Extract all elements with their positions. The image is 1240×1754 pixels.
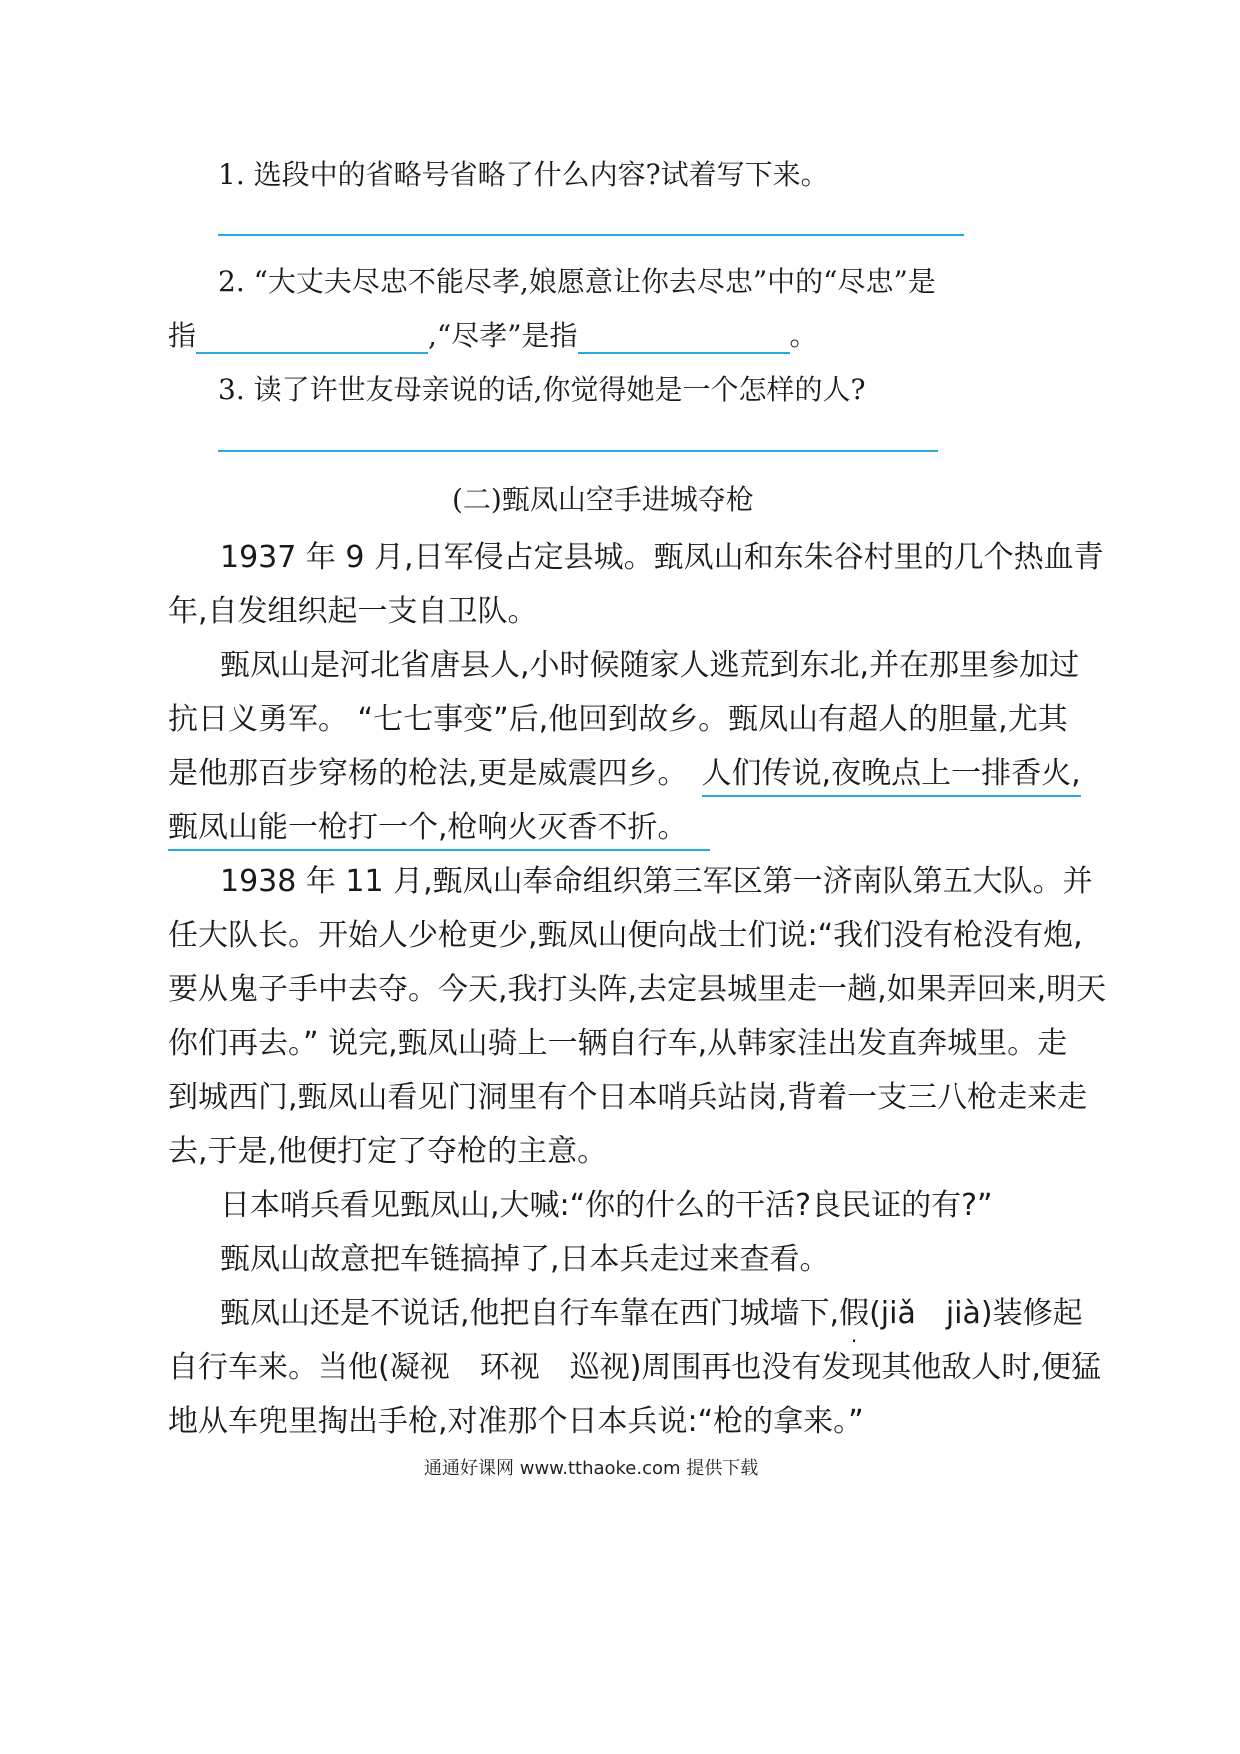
paragraph-3-line-2: 任大队长。开始人少枪更少,甄凤山便向战士们说:“我们没有枪没有炮, [168, 918, 1083, 953]
paragraph-6-line-1-start: 甄凤山还是不说话,他把自行车靠在西门城墙下, [220, 1296, 840, 1331]
paragraph-2-line-3-start: 是他那百步穿杨的枪法,更是威震四乡。 [168, 756, 688, 791]
paragraph-1-line-1: 1937 年 9 月,日军侵占定县城。甄凤山和东朱谷村里的几个热血青 [220, 540, 1104, 575]
underlined-sentence-part-1: 人们传说,夜晚点上一排香火, [702, 756, 1081, 797]
answer-blank-jinxiao[interactable] [578, 322, 790, 354]
paragraph-3-line-4: 你们再去。” 说完,甄凤山骑上一辆自行车,从韩家洼出发直奔城里。走 [168, 1026, 1068, 1061]
dotted-character-jia: 假 [839, 1296, 870, 1331]
paragraph-6-line-2: 自行车来。当他(凝视 环视 巡视)周围再也没有发现其他敌人时,便猛 [168, 1350, 1101, 1385]
paragraph-2-line-1: 甄凤山是河北省唐县人,小时候随家人逃荒到东北,并在那里参加过 [220, 648, 1080, 683]
paragraph-2-line-3 [168, 748, 1081, 792]
paragraph-1-line-2: 年,自发组织起一支自卫队。 [168, 594, 538, 629]
paragraph-2-line-2: 抗日义勇军。 “七七事变”后,他回到故乡。甄凤山有超人的胆量,尤其 [168, 702, 1068, 737]
paragraph-3-line-6: 去,于是,他便打定了夺枪的主意。 [168, 1134, 608, 1169]
pinyin-choice[interactable]: (jiǎ jià)装修起 [869, 1296, 1083, 1331]
answer-blank-jinzhong[interactable] [196, 322, 428, 354]
paragraph-3-line-3: 要从鬼子手中去夺。今天,我打头阵,去定县城里走一趟,如果弄回来,明天 [168, 972, 1107, 1007]
underlined-sentence-part-2: 甄凤山能一枪打一个,枪响火灭香不折。 [168, 810, 710, 851]
paragraph-4: 日本哨兵看见甄凤山,大喊:“你的什么的干活?良民证的有?” [220, 1188, 993, 1223]
question-2-line-1: 2. “大丈夫尽忠不能尽孝,娘愿意让你去尽忠”中的“尽忠”是 [218, 265, 936, 298]
paragraph-3-line-1: 1938 年 11 月,甄凤山奉命组织第三军区第一济南队第五大队。并 [220, 864, 1093, 899]
section-title: (二)甄凤山空手进城夺枪 [452, 483, 754, 516]
answer-line-1[interactable] [218, 234, 964, 236]
question-1: 1. 选段中的省略号省略了什么内容?试着写下来。 [218, 158, 829, 191]
answer-line-3[interactable] [218, 450, 938, 452]
question-3: 3. 读了许世友母亲说的话,你觉得她是一个怎样的人? [218, 373, 866, 406]
paragraph-2-line-4 [168, 802, 710, 846]
question-2-line-2 [168, 314, 818, 354]
paragraph-3-line-5: 到城西门,甄凤山看见门洞里有个日本哨兵站岗,背着一支三八枪走来走 [168, 1080, 1088, 1115]
paragraph-6-line-1 [220, 1288, 1083, 1332]
q2-prefix: 指 [168, 319, 197, 352]
q2-mid: ,“尽孝”是指 [428, 319, 578, 352]
footer-source: 通通好课网 www.tthaoke.com 提供下载 [424, 1458, 759, 1479]
q2-end: 。 [789, 319, 818, 352]
paragraph-5: 甄凤山故意把车链搞掉了,日本兵走过来查看。 [220, 1242, 830, 1277]
paragraph-6-line-3: 地从车兜里掏出手枪,对准那个日本兵说:“枪的拿来。” [168, 1404, 864, 1439]
